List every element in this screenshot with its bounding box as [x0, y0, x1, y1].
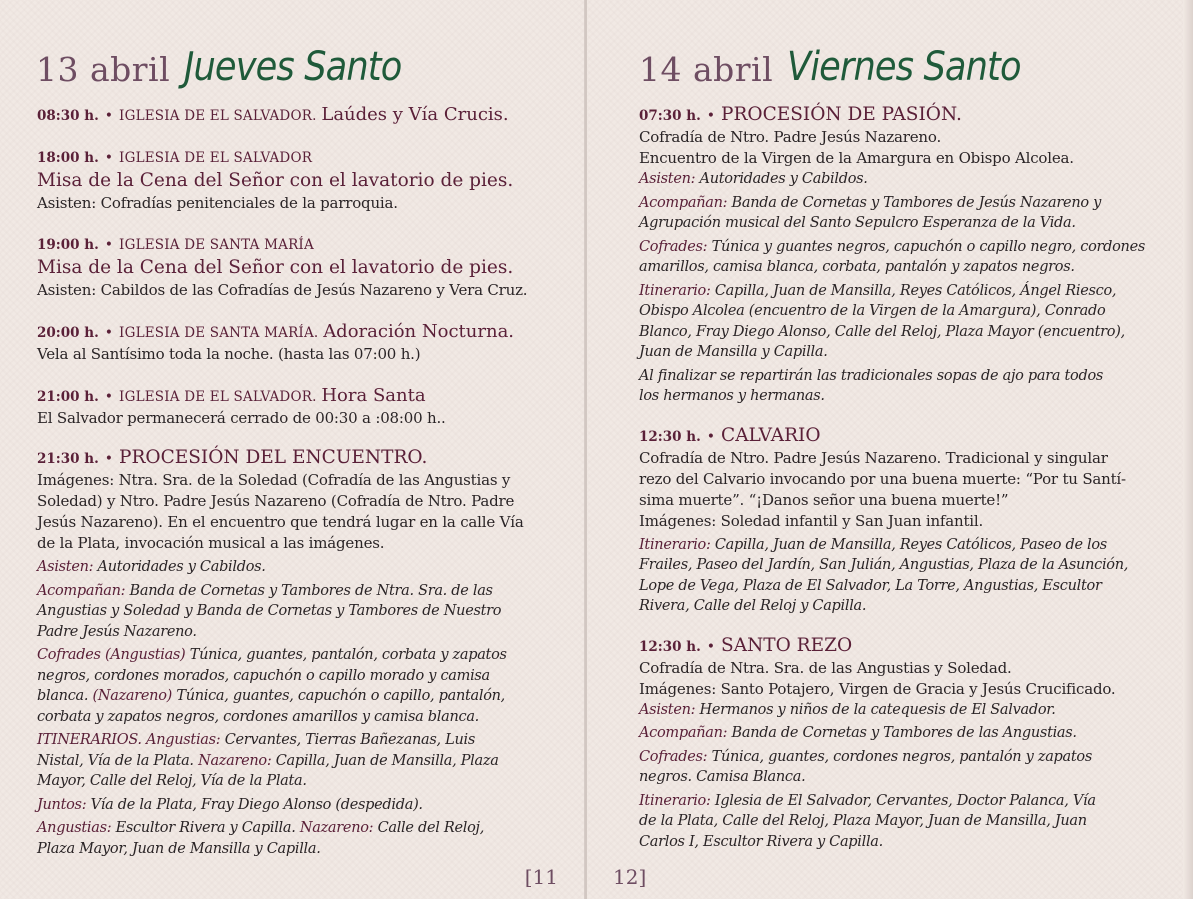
juntos-line: Juntos: Vía de la Plata, Fray Diego Alonso (despedida).	[37, 796, 423, 813]
event-text-line: Imágenes: Soledad infantil y San Juan infantil.	[639, 511, 984, 530]
event-title: PROCESIÓN DEL ENCUENTRO.	[119, 447, 428, 468]
event-place: IGLESIA DE SANTA MARÍA.	[119, 325, 319, 341]
event-2130: 21:30 h. • PROCESIÓN DEL ENCUENTRO. Imágenes: Ntra. Sra. de la Soledad (Cofradía de las Angustias y Soledad) y Ntro. Padre Jesús Nazareno (Cofradía de Ntro. Padre Jesús Nazareno). En el encuentro que tendrá lugar en la calle Vía de la Plata, invocación musical a las imágenes. Asisten: Autoridades y Cabildos. Acompañan: Banda de Cornetas y Tambores de Ntra. Sra. de las Angustias y Soledad y Banda de Cornetas y Tambores de Nuestro Padre Jesús Nazareno. Cofrades (Angustias) Túnica, guantes, pantalón, corbata y zapatos negros, cordones morados, capuchón o capillo morado y camisa blanca. (Nazareno) Túnica, guantes, capuchón o capillo, pantalón, corbata y zapatos negros, cordones amarillos y camisa blanca. ITINERARIOS. Angustias: Cervantes, Tierras Bañezanas, Luis Nistal, Vía de la Plata. Nazareno: Capilla, Juan de Mansilla, Plaza Mayor, Calle del Reloj, Vía de la Plata. Juntos: Vía de la Plata, Fray Diego Alonso (despedida). Angustias: Escultor Rivera y Capilla. Nazareno: Calle del Reloj, Plaza Mayor, Juan de Mansilla y Capilla.	[37, 447, 537, 859]
itinerario-line: Blanco, Fray Diego Alonso, Calle del Reloj, Plaza Mayor (encuentro),	[639, 323, 1125, 340]
itinerario-line: Obispo Alcolea (encuentro de la Virgen de la Amargura), Conrado	[639, 303, 1106, 319]
event-text: Asisten: Cofradías penitenciales de la parroquia.	[37, 194, 398, 212]
finalizar-line: Al finalizar se repartirán las tradicionales sopas de ajo para todos	[639, 367, 1104, 384]
event-time: 12:30 h.	[639, 428, 701, 445]
itinerario-line: de la Plata, Calle del Reloj, Plaza Mayor, Juan de Mansilla, Juan	[639, 813, 1087, 829]
left-date: 13 abril	[36, 50, 171, 89]
right-page-number: 12]	[613, 865, 647, 889]
right-day-title: Viernes Santo	[787, 44, 1021, 90]
final-route-line: Plaza Mayor, Juan de Mansilla y Capilla.	[37, 840, 321, 857]
itinerario-line: Nistal, Vía de la Plata. Nazareno: Capilla, Juan de Mansilla, Plaza	[37, 752, 499, 769]
event-time: 21:00 h.	[37, 389, 99, 405]
acompanan-line: Agrupación musical del Santo Sepulcro Esperanza de la Vida.	[639, 215, 1076, 231]
event-title: SANTO REZO	[721, 634, 853, 656]
cofrades-line: negros. Camisa Blanca.	[639, 769, 806, 785]
event-text-line: Cofradía de Ntra. Sra. de las Angustias y Soledad.	[639, 658, 1012, 677]
itinerario-line: Lope de Vega, Plaza de El Salvador, La Torre, Angustias, Escultor	[639, 577, 1102, 594]
cofrades-line: Cofrades: Túnica, guantes, cordones negros, pantalón y zapatos	[639, 748, 1092, 765]
event-title: Misa de la Cena del Señor con el lavatorio de pies.	[37, 170, 514, 191]
event-1230-santo-rezo: 12:30 h. • SANTO REZO Cofradía de Ntra. Sra. de las Angustias y Soledad. Imágenes: Santo Potajero, Virgen de Gracia y Jesús Crucificado. Asisten: Hermanos y niños de la catequesis de El Salvador. Acompañan: Banda de Cornetas y Tambores de las Angustias. Cofrades: Túnica, guantes, cordones negros, pantalón y zapatos negros. Camisa Blanca. Itinerario: Iglesia de El Salvador, Cervantes, Doctor Palanca, Vía de la Plata, Calle del Reloj, Plaza Mayor, Juan de Mansilla, Juan Carlos I, Escultor Rivera y Capilla.	[639, 635, 1139, 853]
itinerario-line: Juan de Mansilla y Capilla.	[639, 344, 828, 360]
acompanan-line: Angustias y Soledad y Banda de Cornetas y Tambores de Nuestro	[37, 603, 502, 619]
event-text-line: Soledad) y Ntro. Padre Jesús Nazareno (Cofradía de Ntro. Padre	[37, 492, 515, 510]
cofrades-line: amarillos, camisa blanca, corbata, pantalón y zapatos negros.	[639, 259, 1075, 275]
itinerario-line: Mayor, Calle del Reloj, Vía de la Plata.	[37, 773, 307, 789]
event-text-line: Imágenes: Santo Potajero, Virgen de Gracia y Jesús Crucificado.	[639, 679, 1116, 698]
event-time: 19:00 h.	[37, 237, 99, 253]
cofrades-line: corbata y zapatos negros, cordones amarillos y camisa blanca.	[37, 708, 479, 725]
event-text-line: Jesús Nazareno). En el encuentro que tendrá lugar en la calle Vía	[37, 513, 524, 531]
event-title: Misa de la Cena del Señor con el lavatorio de pies.	[37, 257, 514, 278]
itinerario-line: Frailes, Paseo del Jardín, San Julián, Angustias, Plaza de la Asunción,	[639, 557, 1129, 573]
event-place: IGLESIA DE EL SALVADOR	[119, 150, 313, 166]
asisten-line: Asisten: Autoridades y Cabildos.	[37, 559, 266, 575]
event-2100: 21:00 h. • IGLESIA DE EL SALVADOR. Hora Santa El Salvador permanecerá cerrado de 00:30 a :08:00 h..	[37, 385, 537, 429]
event-time: 18:00 h.	[37, 150, 99, 166]
event-1230-calvario: 12:30 h. • CALVARIO Cofradía de Ntro. Padre Jesús Nazareno. Tradicional y singular rezo del Calvario invocando por una buena muerte: “Por tu Santí- sima muerte”. “¡Danos señor una buena muerte!” Imágenes: Soledad infantil y San Juan infantil. Itinerario: Capilla, Juan de Mansilla, Reyes Católicos, Paseo de los Frailes, Paseo del Jardín, San Julián, Angustias, Plaza de la Asunción, Lope de Vega, Plaza de El Salvador, La Torre, Angustias, Escultor Rivera, Calle del Reloj y Capilla.	[639, 425, 1139, 617]
itinerario-line: Rivera, Calle del Reloj y Capilla.	[639, 598, 867, 614]
event-1900: 19:00 h. • IGLESIA DE SANTA MARÍA Misa de la Cena del Señor con el lavatorio de pies. Asisten: Cabildos de las Cofradías de Jesús Nazareno y Vera Cruz.	[37, 234, 537, 301]
event-text-line: Cofradía de Ntro. Padre Jesús Nazareno. Tradicional y singular	[639, 448, 1108, 467]
right-page	[587, 0, 1193, 899]
event-time: 20:00 h.	[37, 325, 99, 341]
acompanan-line: Padre Jesús Nazareno.	[37, 623, 197, 640]
event-act: Hora Santa	[321, 385, 426, 406]
left-day-title: Jueves Santo	[184, 44, 402, 90]
event-title: CALVARIO	[721, 424, 821, 446]
event-text-line: rezo del Calvario invocando por una buena muerte: “Por tu Santí-	[639, 469, 1126, 488]
final-route-line: Angustias: Escultor Rivera y Capilla. Nazareno: Calle del Reloj,	[37, 820, 485, 836]
event-text: Vela al Santísimo toda la noche. (hasta las 07:00 h.)	[37, 345, 421, 363]
acompanan-line: Acompañan: Banda de Cornetas y Tambores de Ntra. Sra. de las	[37, 582, 493, 599]
event-text-line: de la Plata, invocación musical a las imágenes.	[37, 534, 385, 552]
event-text-line: Imágenes: Ntra. Sra. de la Soledad (Cofradía de las Angustias y	[37, 471, 511, 489]
cofrades-line: Cofrades (Angustias) Túnica, guantes, pantalón, corbata y zapatos	[37, 647, 507, 663]
event-text-line: Encuentro de la Virgen de la Amargura en Obispo Alcolea.	[639, 149, 1074, 167]
event-act: Laúdes y Vía Crucis.	[321, 104, 509, 125]
itinerario-line: Carlos I, Escultor Rivera y Capilla.	[639, 833, 883, 850]
left-page-number: [11	[524, 865, 558, 889]
event-time: 07:30 h.	[639, 108, 701, 124]
event-1800: 18:00 h. • IGLESIA DE EL SALVADOR Misa de la Cena del Señor con el lavatorio de pies. Asisten: Cofradías penitenciales de la parroquia.	[37, 147, 537, 214]
left-header	[36, 38, 431, 108]
itinerario-line: Itinerario: Capilla, Juan de Mansilla, Reyes Católicos, Ángel Riesco,	[639, 282, 1117, 299]
event-title: PROCESIÓN DE PASIÓN.	[721, 104, 962, 125]
event-2000: 20:00 h. • IGLESIA DE SANTA MARÍA. Adoración Nocturna. Vela al Santísimo toda la noche. (hasta las 07:00 h.)	[37, 321, 537, 365]
acompanan-line: Acompañan: Banda de Cornetas y Tambores de las Angustias.	[639, 725, 1077, 741]
finalizar-line: los hermanos y hermanas.	[639, 388, 825, 404]
event-act: Adoración Nocturna.	[323, 321, 515, 342]
acompanan-line: Acompañan: Banda de Cornetas y Tambores de Jesús Nazareno y	[639, 194, 1101, 211]
event-text-line: sima muerte”. “¡Danos señor una buena muerte!”	[639, 490, 1009, 509]
asisten-line: Asisten: Hermanos y niños de la catequesis de El Salvador.	[639, 701, 1056, 718]
right-date: 14 abril	[639, 50, 774, 89]
cofrades-line: negros, cordones morados, capuchón o capillo morado y camisa	[37, 667, 490, 684]
page-edge-shadow	[1183, 0, 1193, 899]
asisten-line: Asisten: Autoridades y Cabildos.	[639, 171, 868, 187]
event-place: IGLESIA DE SANTA MARÍA	[119, 237, 314, 253]
left-page	[0, 0, 586, 899]
itinerario-line: ITINERARIOS. Angustias: Cervantes, Tierras Bañezanas, Luis	[37, 732, 475, 748]
cofrades-line: Cofrades: Túnica y guantes negros, capuchón o capillo negro, cordones	[639, 238, 1146, 255]
event-0730: 07:30 h. • PROCESIÓN DE PASIÓN. Cofradía de Ntro. Padre Jesús Nazareno. Encuentro de la Virgen de la Amargura en Obispo Alcolea. Asisten: Autoridades y Cabildos. Acompañan: Banda de Cornetas y Tambores de Jesús Nazareno y Agrupación musical del Santo Sepulcro Esperanza de la Vida. Cofrades: Túnica y guantes negros, capuchón o capillo negro, cordones amarillos, camisa blanca, corbata, pantalón y zapatos negros. Itinerario: Capilla, Juan de Mansilla, Reyes Católicos, Ángel Riesco, Obispo Alcolea (encuentro de la Virgen de la Amargura), Conrado Blanco, Fray Diego Alonso, Calle del Reloj, Plaza Mayor (encuentro), Juan de Mansilla y Capilla. Al finalizar se repartirán las tradicionales sopas de ajo para todos los hermanos y hermanas.	[639, 104, 1139, 407]
event-text-line: Cofradía de Ntro. Padre Jesús Nazareno.	[639, 128, 942, 146]
event-place: IGLESIA DE EL SALVADOR.	[119, 108, 317, 124]
left-content	[37, 104, 537, 873]
itinerario-line: Itinerario: Iglesia de El Salvador, Cervantes, Doctor Palanca, Vía	[639, 792, 1096, 809]
event-time: 12:30 h.	[639, 638, 701, 655]
event-time: 08:30 h.	[37, 108, 99, 124]
event-text: El Salvador permanecerá cerrado de 00:30 a :08:00 h..	[37, 409, 446, 427]
event-text: Asisten: Cabildos de las Cofradías de Jesús Nazareno y Vera Cruz.	[37, 281, 528, 299]
cofrades-line: blanca. (Nazareno) Túnica, guantes, capuchón o capillo, pantalón,	[37, 688, 505, 704]
right-header	[639, 38, 1053, 108]
right-content	[639, 104, 1146, 866]
event-place: IGLESIA DE EL SALVADOR.	[119, 389, 317, 405]
itinerario-line: Itinerario: Capilla, Juan de Mansilla, Reyes Católicos, Paseo de los	[639, 536, 1107, 553]
event-time: 21:30 h.	[37, 451, 99, 467]
event-0830: 08:30 h. • IGLESIA DE EL SALVADOR. Laúdes y Vía Crucis.	[37, 104, 509, 125]
